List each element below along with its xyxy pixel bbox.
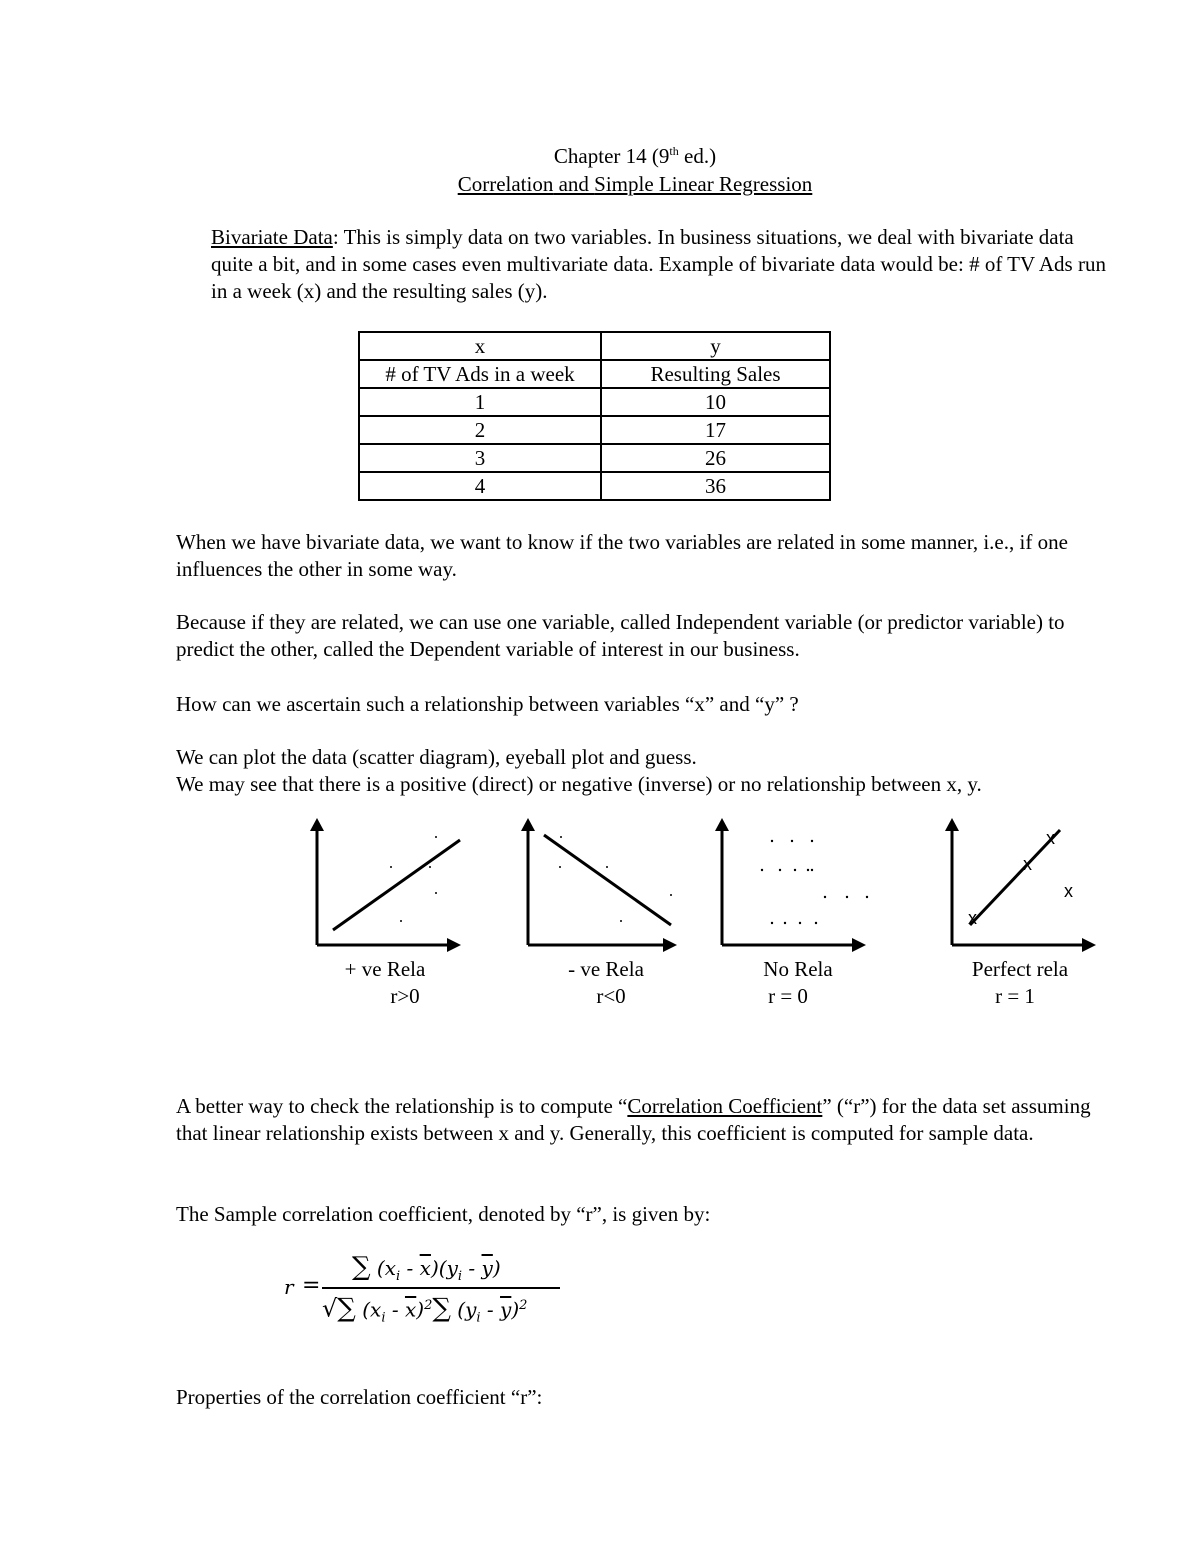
plot-positive-label: + ve Rela r>0 — [344, 957, 426, 1008]
paragraph-4a: We can plot the data (scatter diagram), eyeball plot and guess. — [176, 745, 697, 769]
table-row: 3 26 — [359, 444, 830, 472]
formula-denominator: √∑ $(x_i - \overline{x})^2\sum$ $(y_i - \overline{y})^2$ — [322, 1293, 528, 1326]
plot-negative-graphic — [516, 815, 681, 955]
plot-positive — [305, 815, 465, 955]
title-block — [0, 142, 1200, 198]
plot-none — [710, 815, 875, 955]
ads-sales-table — [358, 331, 831, 501]
col-y-header: y — [601, 332, 830, 360]
paragraph-4b: We may see that there is a positive (direct) or negative (inverse) or no relationship between x, y. — [176, 772, 982, 796]
properties-heading: Properties of the correlation coefficient “r”: — [176, 1385, 543, 1409]
chapter-title: Chapter 14 (9th ed.) — [553, 144, 717, 168]
formula-numerator: ∑ $(x_i - \overline{x})(y_i - \overline{y})$ — [352, 1252, 501, 1284]
plot-none-label: No Rela r = 0 — [763, 957, 833, 1008]
perfect-marker-3: x — [1046, 828, 1055, 848]
plot-perfect-graphic — [940, 815, 1100, 955]
table-header-row — [359, 332, 830, 360]
bivariate-term: Bivariate Data — [211, 225, 333, 249]
plot-perfect-label: Perfect rela r = 1 — [971, 957, 1069, 1008]
paragraph-1: When we have bivariate data, we want to know if the two variables are related in some manner, i.e., if one influences the other in some way. — [176, 530, 1068, 581]
sample-text: The Sample correlation coefficient, denoted by “r”, is given by: — [176, 1202, 711, 1226]
paragraph-2: Because if they are related, we can use one variable, called Independent variable (or predictor variable) to predict the other, called the Dependent variable of interest in our business. — [176, 610, 1065, 661]
perfect-marker-1: x — [968, 908, 977, 928]
perfect-marker-4: x — [1064, 881, 1073, 901]
table-row: 1 10 — [359, 388, 830, 416]
table-subheader-row: # of TV Ads in a week Resulting Sales — [359, 360, 830, 388]
plot-perfect — [940, 815, 1100, 955]
better-way-paragraph: A better way to check the relationship is to compute “Correlation Coefficient” (“r”) for the data set assuming that linear relationship exists between x and y. Generally, this coefficient is computed for sample data. — [176, 1094, 1091, 1145]
table-row: 2 17 — [359, 416, 830, 444]
bivariate-definition: Bivariate Data: This is simply data on two variables. In business situations, we deal with bivariate data quite a bit, and in some cases even multivariate data. Example of bivariate data would be: # of TV Ads run in a week (x) and the resulting sales (y). — [211, 225, 1106, 303]
plot-negative — [516, 815, 681, 955]
fraction-bar — [322, 1287, 560, 1289]
plot-none-graphic — [710, 815, 875, 955]
plot-negative-label: - ve Rela r<0 — [568, 957, 644, 1008]
table-row: 4 36 — [359, 472, 830, 500]
paragraph-3: How can we ascertain such a relationship between variables “x” and “y” ? — [176, 692, 799, 716]
chapter-subtitle: Correlation and Simple Linear Regression — [457, 172, 813, 196]
correlation-coefficient-term: Correlation Coefficient — [627, 1094, 823, 1118]
col-x-header: x — [359, 332, 601, 360]
plot-positive-graphic — [305, 815, 465, 955]
perfect-marker-2: x — [1023, 854, 1032, 874]
